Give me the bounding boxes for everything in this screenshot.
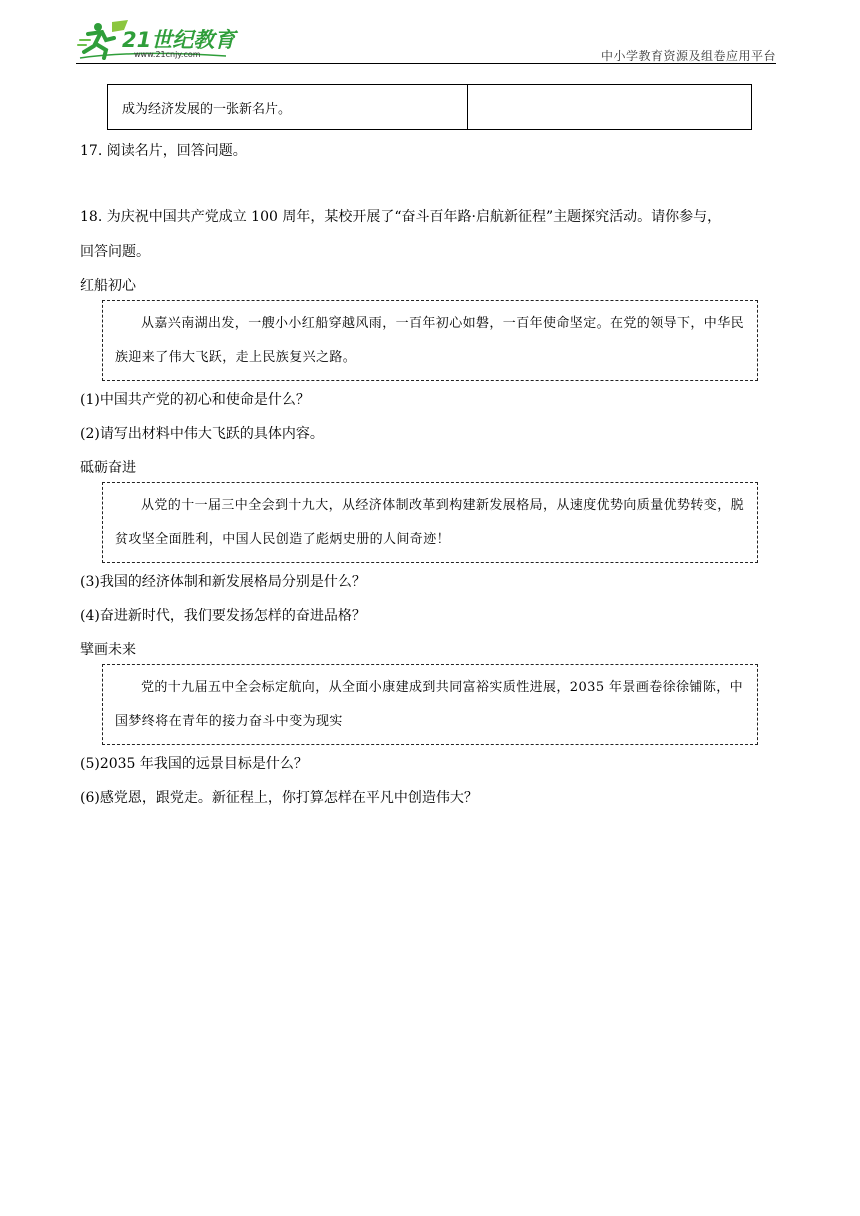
question-17: 17. 阅读名片，回答问题。 [80, 143, 247, 159]
sub-question-3: (3)我国的经济体制和新发展格局分别是什么？ [80, 574, 366, 590]
sub-question-1: (1)中国共产党的初心和使命是什么？ [80, 392, 310, 408]
section-heading-red-boat: 红船初心 [80, 278, 136, 294]
platform-name: 中小学教育资源及组卷应用平台 [600, 49, 776, 63]
table-cell-right [468, 85, 752, 130]
logo [76, 18, 246, 62]
material-box-3: 党的十九届五中全会标定航向，从全面小康建成到共同富裕实质性进展，2035 年景画卷徐徐铺陈，中国梦终将在青年的接力奋斗中变为现实 [102, 664, 758, 745]
sub-question-2: (2)请写出材料中伟大飞跃的具体内容。 [80, 426, 324, 442]
section-heading-striving: 砥砺奋进 [80, 460, 136, 476]
section-heading-future: 擘画未来 [80, 642, 136, 658]
table-row [108, 85, 752, 130]
material-box-2: 从党的十一届三中全会到十九大，从经济体制改革到构建新发展格局，从速度优势向质量优势转变，脱贫攻坚全面胜利，中国人民创造了彪炳史册的人间奇迹！ [102, 482, 758, 563]
header-divider [76, 63, 776, 64]
sub-question-4: (4)奋进新时代，我们要发扬怎样的奋进品格？ [80, 608, 366, 624]
question-18-line-1: 18. 为庆祝中国共产党成立 100 周年，某校开展了“奋斗百年路·启航新征程”主题探究活动。请你参与， [80, 209, 722, 225]
page-header [76, 18, 776, 64]
sub-question-6: (6)感党恩，跟党走。新征程上，你打算怎样在平凡中创造伟大？ [80, 790, 478, 806]
logo-url: www.21cnjy.com [134, 50, 201, 59]
card-table [107, 84, 752, 130]
question-18-line-2: 回答问题。 [80, 244, 150, 260]
logo-wordmark: 21世纪教育 [122, 28, 236, 52]
table-cell-left: 成为经济发展的一张新名片。 [108, 85, 468, 130]
sub-question-5: (5)2035 年我国的远景目标是什么？ [80, 756, 308, 772]
material-box-1: 从嘉兴南湖出发，一艘小小红船穿越风雨，一百年初心如磐，一百年使命坚定。在党的领导下，中华民族迎来了伟大飞跃，走上民族复兴之路。 [102, 300, 758, 381]
